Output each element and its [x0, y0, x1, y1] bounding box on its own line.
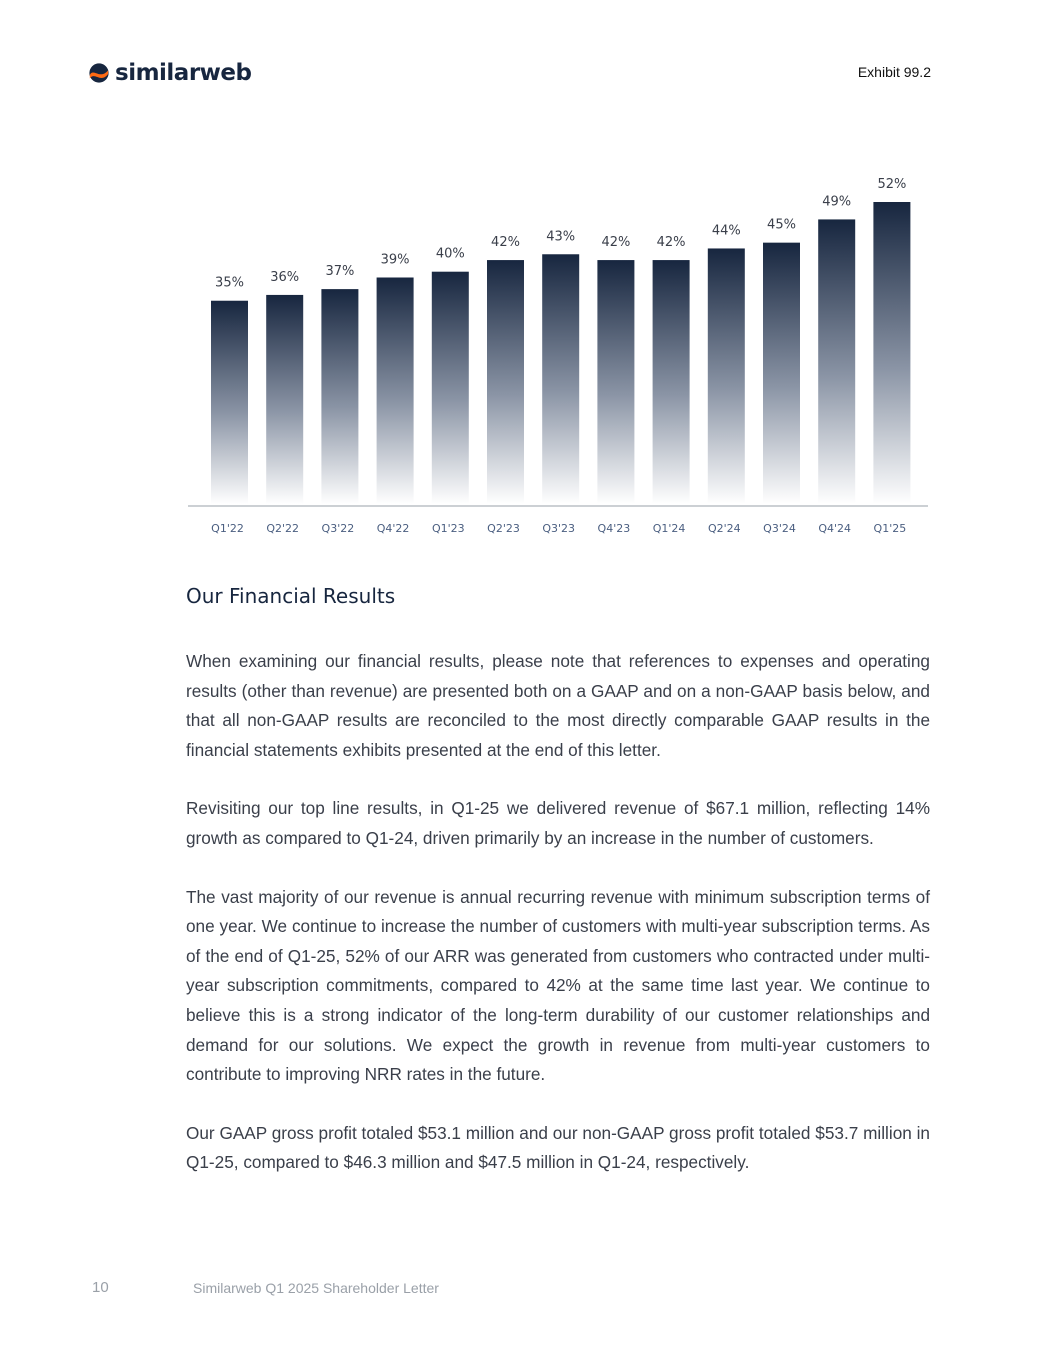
paragraph-3: The vast majority of our revenue is annual recurring revenue with minimum subscription terms of one year. We continue to increase the number of customers with multi-year subscription terms. As of the end of Q1-25, 52% of our ARR was generated from customers who contracted under multi-year subscription commitments, compared to 42% at the same time last year. We continue to believe this is a strong indicator of the long-term durability of our customer relationships and demand for our solutions. We expect the growth in revenue from multi-year customers to contribute to improving NRR rates in the future. [186, 886, 930, 1085]
x-tick-label: Q2'24 [707, 522, 741, 535]
bar-Q1'22 [211, 301, 248, 504]
value-label: 36% [270, 269, 300, 285]
bar-Q4'22 [377, 278, 414, 505]
value-label: 37% [325, 264, 355, 280]
body-text [186, 647, 930, 1207]
bar-Q3'23 [542, 254, 579, 504]
value-label: 44% [711, 223, 741, 239]
x-tick-label: Q1'22 [211, 522, 244, 535]
value-label: 42% [656, 235, 686, 251]
footer-doc-title: Similarweb Q1 2025 Shareholder Letter [193, 1280, 439, 1296]
bar-Q3'22 [321, 289, 358, 504]
value-label: 35% [215, 275, 244, 291]
page-number: 10 [92, 1279, 109, 1296]
x-tick-label: Q2'22 [266, 522, 300, 535]
value-label: 42% [491, 235, 520, 251]
x-tick-label: Q1'25 [873, 522, 907, 535]
x-tick-label: Q2'23 [487, 522, 520, 535]
bar-Q4'23 [597, 260, 634, 504]
x-tick-label: Q1'24 [652, 522, 686, 535]
value-label: 49% [822, 194, 852, 210]
x-tick-label: Q3'24 [763, 522, 796, 535]
value-label: 40% [435, 246, 465, 262]
paragraph-4: Our GAAP gross profit totaled $53.1 million and our non-GAAP gross profit totaled $53.7 million in Q1-25, compared to $46.3 million and $47.5 million in Q1-24, respectively. [186, 1122, 930, 1173]
bar-Q4'24 [818, 219, 855, 504]
value-label: 42% [601, 235, 631, 251]
x-tick-label: Q3'23 [542, 522, 576, 535]
x-tick-label: Q1'23 [431, 522, 465, 535]
bar-Q2'24 [708, 248, 745, 504]
bar-Q1'25 [873, 202, 910, 504]
value-label: 39% [380, 252, 410, 268]
bar-Q2'22 [266, 295, 303, 504]
bar-Q1'24 [653, 260, 690, 504]
bar-Q3'24 [763, 243, 800, 504]
bar-Q1'23 [432, 272, 469, 504]
x-tick-label: Q4'24 [818, 522, 852, 535]
paragraph-1: When examining our financial results, please note that references to expenses and operating results (other than revenue) are presented both on a GAAP and on a non-GAAP basis below, and that all non-GAAP results are reconciled to the most directly comparable GAAP results in the financial statements exhibits presented at the end of this letter. [186, 651, 930, 760]
value-label: 45% [767, 217, 796, 233]
paragraph-2: Revisiting our top line results, in Q1-25 we delivered revenue of $67.1 million, reflecting 14% growth as compared to Q1-24, driven primarily by an increase in the number of customers. [186, 798, 930, 848]
value-label: 43% [546, 229, 576, 245]
brand-name: similarweb [115, 60, 252, 86]
section-heading: Our Financial Results [186, 584, 396, 608]
x-tick-label: Q4'22 [376, 522, 410, 535]
x-tick-label: Q4'23 [597, 522, 631, 535]
exhibit-label: Exhibit 99.2 [857, 64, 931, 80]
value-label: 52% [877, 177, 907, 192]
x-tick-label: Q3'22 [321, 522, 355, 535]
bar-Q2'23 [487, 260, 524, 504]
multi-year-arr-bar-chart [0, 0, 1055, 560]
